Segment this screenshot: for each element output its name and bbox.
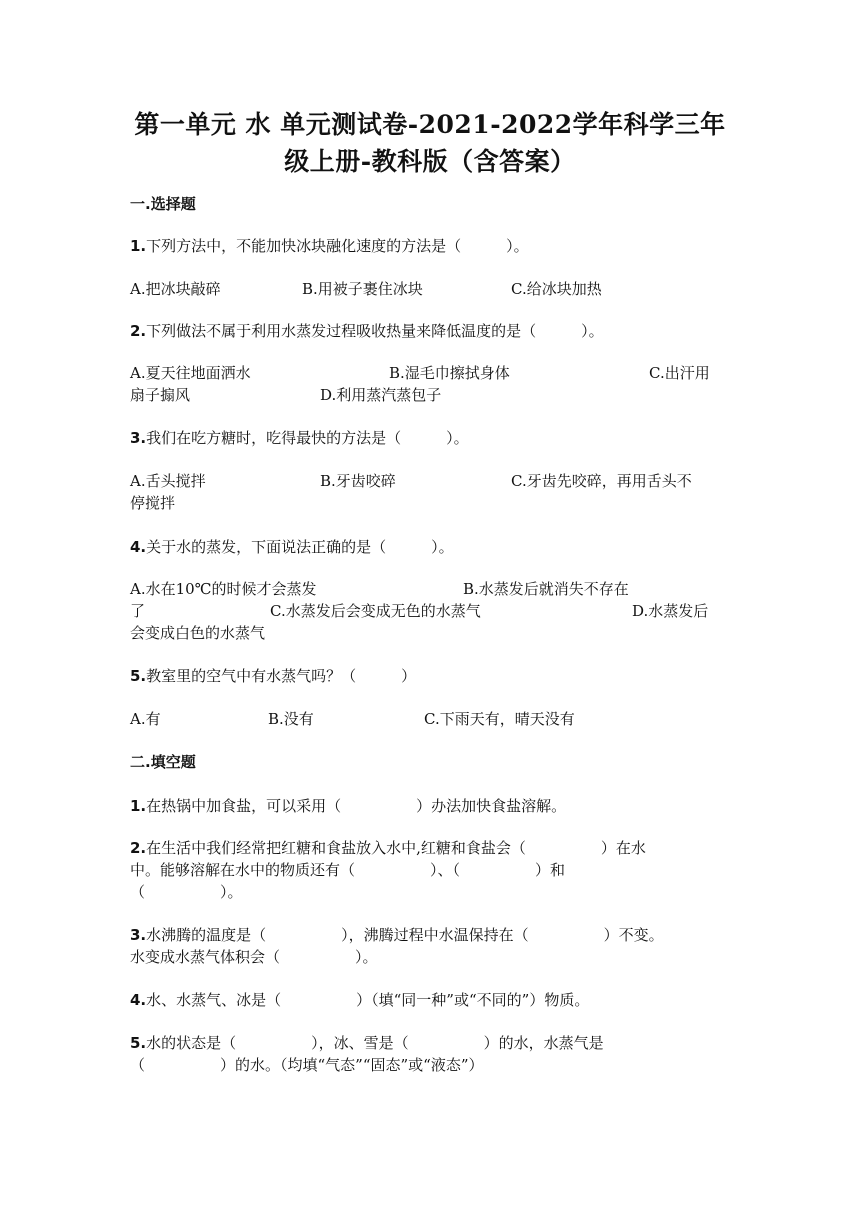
fill-question-4 xyxy=(130,989,730,1011)
question-2-options-line-1 xyxy=(130,362,730,384)
question-text-line-1: 在生活中我们经常把红糖和食盐放入水中,红糖和食盐会（ ）在水 xyxy=(146,839,646,857)
title-line-2: 级上册-教科版（含答案） xyxy=(284,147,576,176)
question-number: 4. xyxy=(130,538,147,556)
option-c-part-1[interactable]: C.出汗用 xyxy=(649,364,710,382)
question-text: 教室里的空气中有水蒸气吗？（ ） xyxy=(146,667,417,685)
option-c-part-2[interactable]: 停搅拌 xyxy=(130,494,176,512)
question-5 xyxy=(130,665,730,687)
question-3-options-line-1 xyxy=(130,470,730,492)
question-number: 3. xyxy=(130,429,147,447)
question-text: 在热锅中加食盐，可以采用（ ）办法加快食盐溶解。 xyxy=(146,797,567,815)
option-a[interactable]: A.把冰块敲碎 xyxy=(130,280,221,298)
option-b[interactable]: B.湿毛巾擦拭身体 xyxy=(389,364,510,382)
question-text: 下列方法中，不能加快冰块融化速度的方法是（ ）。 xyxy=(146,237,529,255)
question-4-options-line-2 xyxy=(130,600,730,622)
option-d-part-2[interactable]: 会变成白色的水蒸气 xyxy=(130,624,266,642)
fill-question-2 xyxy=(130,837,730,903)
page-title xyxy=(110,106,750,180)
question-text-line-2: 中。能够溶解在水中的物质还有（ ）、（ ）和 xyxy=(130,861,566,879)
fill-question-3 xyxy=(130,924,730,968)
option-a[interactable]: A.有 xyxy=(130,710,161,728)
option-b[interactable]: B.牙齿咬碎 xyxy=(320,472,396,490)
option-c-part-1[interactable]: C.牙齿先咬碎，再用舌头不 xyxy=(511,472,692,490)
question-text: 我们在吃方糖时，吃得最快的方法是（ ）。 xyxy=(146,429,469,447)
question-number: 2. xyxy=(130,839,147,857)
section-heading-fill-blank: 二.填空题 xyxy=(130,753,196,771)
question-3-options-line-2 xyxy=(130,492,730,514)
question-2 xyxy=(130,320,730,342)
question-4 xyxy=(130,536,730,558)
section-heading-choice: 一.选择题 xyxy=(130,195,196,213)
question-text: 水、水蒸气、冰是（ ）（填“同一种”或“不同的”）物质。 xyxy=(146,991,590,1009)
option-d[interactable]: D.利用蒸汽蒸包子 xyxy=(320,386,442,404)
question-number: 1. xyxy=(130,797,147,815)
question-number: 1. xyxy=(130,237,147,255)
question-number: 3. xyxy=(130,926,147,944)
question-text-line-2: 水变成水蒸气体积会（ ）。 xyxy=(130,948,378,966)
question-number: 2. xyxy=(130,322,147,340)
question-number: 4. xyxy=(130,991,147,1009)
question-4-options-line-1 xyxy=(130,578,730,600)
option-a[interactable]: A.夏天往地面洒水 xyxy=(130,364,251,382)
question-number: 5. xyxy=(130,667,147,685)
question-text: 关于水的蒸发，下面说法正确的是（ ）。 xyxy=(146,538,454,556)
question-text: 下列做法不属于利用水蒸发过程吸收热量来降低温度的是（ ）。 xyxy=(146,322,604,340)
title-line-1: 第一单元 水 单元测试卷-2021-2022学年科学三年 xyxy=(134,110,726,139)
option-c[interactable]: C.水蒸发后会变成无色的水蒸气 xyxy=(270,602,481,620)
question-text-line-1: 水的状态是（ ），冰、雪是（ ）的水，水蒸气是 xyxy=(146,1034,604,1052)
option-b[interactable]: B.用被子裹住冰块 xyxy=(302,280,423,298)
option-b[interactable]: B.没有 xyxy=(268,710,314,728)
question-text-line-3: （ ）。 xyxy=(130,883,243,901)
question-5-options xyxy=(130,708,730,730)
option-d-part-1[interactable]: D.水蒸发后 xyxy=(632,602,709,620)
question-1-options xyxy=(130,278,730,300)
question-number: 5. xyxy=(130,1034,147,1052)
option-b-part-2[interactable]: 了 xyxy=(130,602,146,620)
option-b-part-1[interactable]: B.水蒸发后就消失不存在 xyxy=(463,580,629,598)
fill-question-1 xyxy=(130,795,730,817)
question-text-line-1: 水沸腾的温度是（ ），沸腾过程中水温保持在（ ）不变。 xyxy=(146,926,664,944)
option-a[interactable]: A.舌头搅拌 xyxy=(130,472,206,490)
option-c-part-2[interactable]: 扇子搧风 xyxy=(130,386,191,404)
question-1 xyxy=(130,235,730,257)
question-2-options-line-2 xyxy=(130,384,730,406)
option-c[interactable]: C.给冰块加热 xyxy=(511,280,602,298)
option-a[interactable]: A.水在10℃的时候才会蒸发 xyxy=(130,580,317,598)
question-text-line-2: （ ）的水。（均填“气态”“固态”或“液态”） xyxy=(130,1056,484,1074)
option-c[interactable]: C.下雨天有，晴天没有 xyxy=(424,710,575,728)
question-3 xyxy=(130,427,730,449)
question-4-options-line-3 xyxy=(130,622,730,644)
fill-question-5 xyxy=(130,1032,730,1076)
